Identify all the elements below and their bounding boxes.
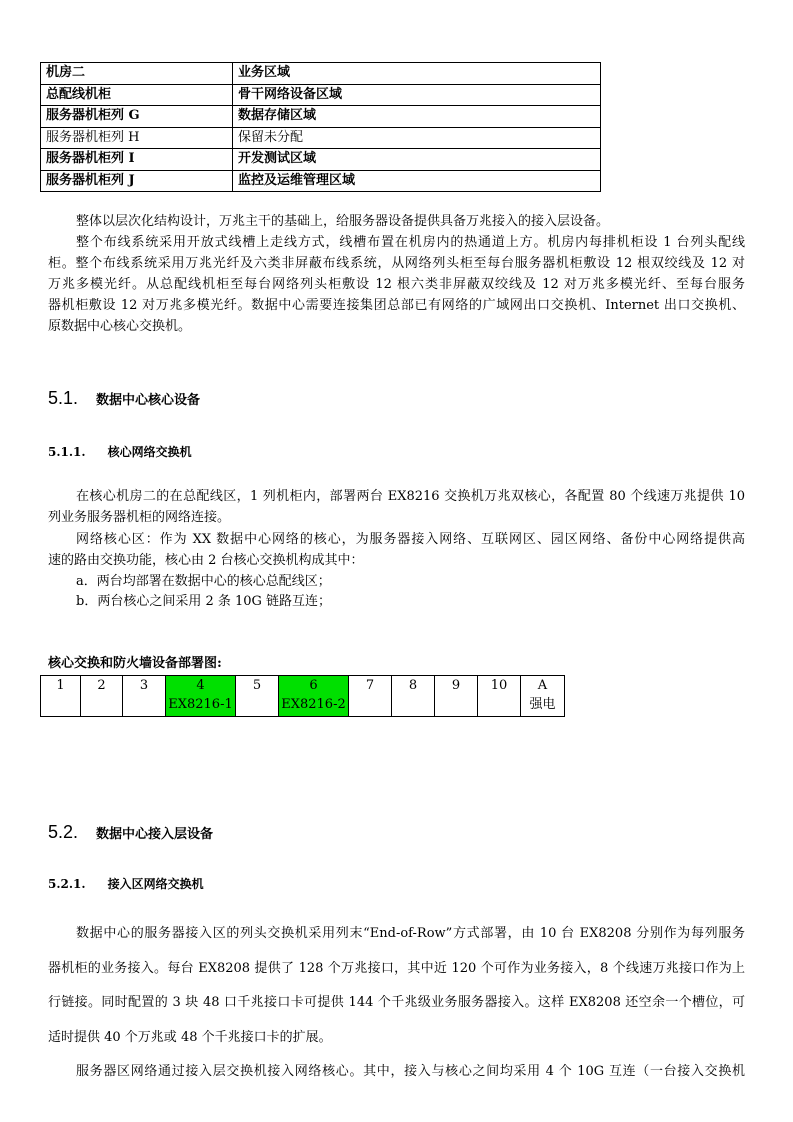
intro-paragraph-2-line: 整个布线系统采用开放式线槽上走线方式，线槽布置在机房内的热通道上方。机房内每排机柜设 1 台列头配线 [76, 235, 745, 250]
room-cell: 服务器机柜列 I [41, 149, 233, 171]
room-cell: 服务器机柜列 J [41, 170, 233, 192]
intro-paragraph-2-line: 万兆多模光纤。从总配线机柜至每台网络列头柜敷设 12 根六类非屏蔽双绞线及 12 对万兆多模光纤、至每台服务 [48, 277, 745, 292]
access-paragraph-line: 行链接。同时配置的 3 块 48 口千兆接口卡可提供 144 个千兆级业务服务器接入。这样 EX8208 还空余一个槽位，可 [48, 995, 745, 1010]
core-paragraph-line: 在核心机房二的在总配线区，1 列机柜内，部署两台 EX8216 交换机万兆双核心，各配置 80 个线速万兆提供 10 [76, 489, 745, 504]
area-cell: 开发测试区域 [233, 149, 601, 171]
rack-number: 1 [56, 678, 65, 693]
rack-diagram-table [40, 675, 565, 717]
core-paragraph-line: 列业务服务器机柜的网络连接。 [48, 510, 231, 525]
area-cell: 保留未分配 [233, 127, 601, 149]
section-heading-5-2-1 [48, 875, 204, 893]
rack-cell [435, 676, 478, 717]
section-title: 数据中心核心设备 [96, 393, 201, 408]
rack-number: 5 [252, 678, 262, 693]
section-number: 5.1.1. [48, 445, 86, 459]
rack-cell [41, 676, 81, 717]
table-row [41, 676, 565, 717]
room-cell: 服务器机柜列 H [41, 127, 233, 149]
section-number: 5.2. [48, 822, 79, 842]
rack-number: A [537, 678, 548, 693]
intro-paragraph-2-line: 原数据中心核心交换机。 [48, 319, 192, 334]
rack-device-label: 强电 [529, 697, 556, 712]
area-cell: 监控及运维管理区域 [233, 170, 601, 192]
rack-number: 9 [451, 678, 461, 693]
rack-number: 8 [408, 678, 418, 693]
room-cell: 服务器机柜列 G [41, 106, 233, 128]
rack-diagram-title: 核心交换和防火墙设备部署图: [48, 656, 222, 671]
intro-paragraph-1: 整体以层次化结构设计，万兆主干的基础上，给服务器设备提供具备万兆接入的接入层设备。 [76, 214, 610, 229]
rack-number: 4 [196, 678, 205, 693]
rack-cell [392, 676, 435, 717]
rack-cell [279, 676, 349, 717]
core-paragraph-line: 速的路由交换功能，核心由 2 台核心交换机构成其中： [48, 553, 364, 568]
area-cell: 数据存储区域 [233, 106, 601, 128]
table-row [41, 149, 601, 171]
rack-cell [166, 676, 236, 717]
rack-cell [478, 676, 521, 717]
section-heading-5-2 [48, 821, 213, 846]
rack-cell [123, 676, 166, 717]
room-cell: 机房二 [41, 63, 233, 85]
intro-paragraph-2-line: 器机柜敷设 12 对万兆多模光纤。数据中心需要连接集团总部已有网络的广域网出口交换机、Internet 出口交换机、 [48, 298, 745, 313]
rack-cell [521, 676, 565, 717]
area-cell: 骨干网络设备区域 [233, 84, 601, 106]
section-number: 5.2.1. [48, 877, 86, 891]
rack-number: 6 [309, 678, 318, 693]
section-title: 核心网络交换机 [107, 445, 192, 459]
section-heading-5-1-1 [48, 443, 192, 461]
access-paragraph-line: 服务器区网络通过接入层交换机接入网络核心。其中，接入与核心之间均采用 4 个 10G 互连（一台接入交换机 [76, 1064, 745, 1079]
rack-cell [236, 676, 279, 717]
core-paragraph-line: 网络核心区：作为 XX 数据中心网络的核心，为服务器接入网络、互联网区、园区网络、备份中心网络提供高 [76, 532, 745, 547]
area-cell: 业务区域 [233, 63, 601, 85]
section-heading-5-1 [48, 387, 200, 412]
rack-cell [349, 676, 392, 717]
section-title: 数据中心接入层设备 [96, 827, 214, 842]
room-cell: 总配线机柜 [41, 84, 233, 106]
intro-paragraph-2-line: 柜。整个布线系统采用万兆光纤及六类非屏蔽布线系统，从网络列头柜至每台服务器机柜敷设 12 根双绞线及 12 对 [48, 256, 745, 271]
table-row [41, 106, 601, 128]
rack-number: 7 [365, 678, 375, 693]
access-paragraph-line: 数据中心的服务器接入区的列头交换机采用列末“End-of-Row”方式部署，由 10 台 EX8208 分别作为每列服务 [76, 926, 745, 941]
access-paragraph-line: 器机柜的业务接入。每台 EX8208 提供了 128 个万兆接口，其中近 120 个可作为业务接入，8 个线速万兆接口作为上 [48, 961, 745, 976]
list-item-a: a．两台均部署在数据中心的核心总配线区； [76, 574, 331, 589]
rack-number: 2 [97, 678, 106, 693]
section-title: 接入区网络交换机 [107, 877, 204, 891]
rack-cell [81, 676, 123, 717]
rack-number: 10 [490, 678, 508, 693]
rack-number: 3 [139, 678, 149, 693]
section-number: 5.1. [48, 388, 79, 408]
table-row [41, 84, 601, 106]
table-row [41, 63, 601, 85]
rack-device-label: EX8216-1 [168, 697, 233, 712]
access-paragraph-line: 适时提供 40 个万兆或 48 个千兆接口卡的扩展。 [48, 1030, 332, 1045]
rack-device-label: EX8216-2 [281, 697, 346, 712]
list-item-b: b．两台核心之间采用 2 条 10G 链路互连； [76, 594, 332, 609]
table-row [41, 127, 601, 149]
table-row [41, 170, 601, 192]
zone-table [40, 62, 601, 192]
